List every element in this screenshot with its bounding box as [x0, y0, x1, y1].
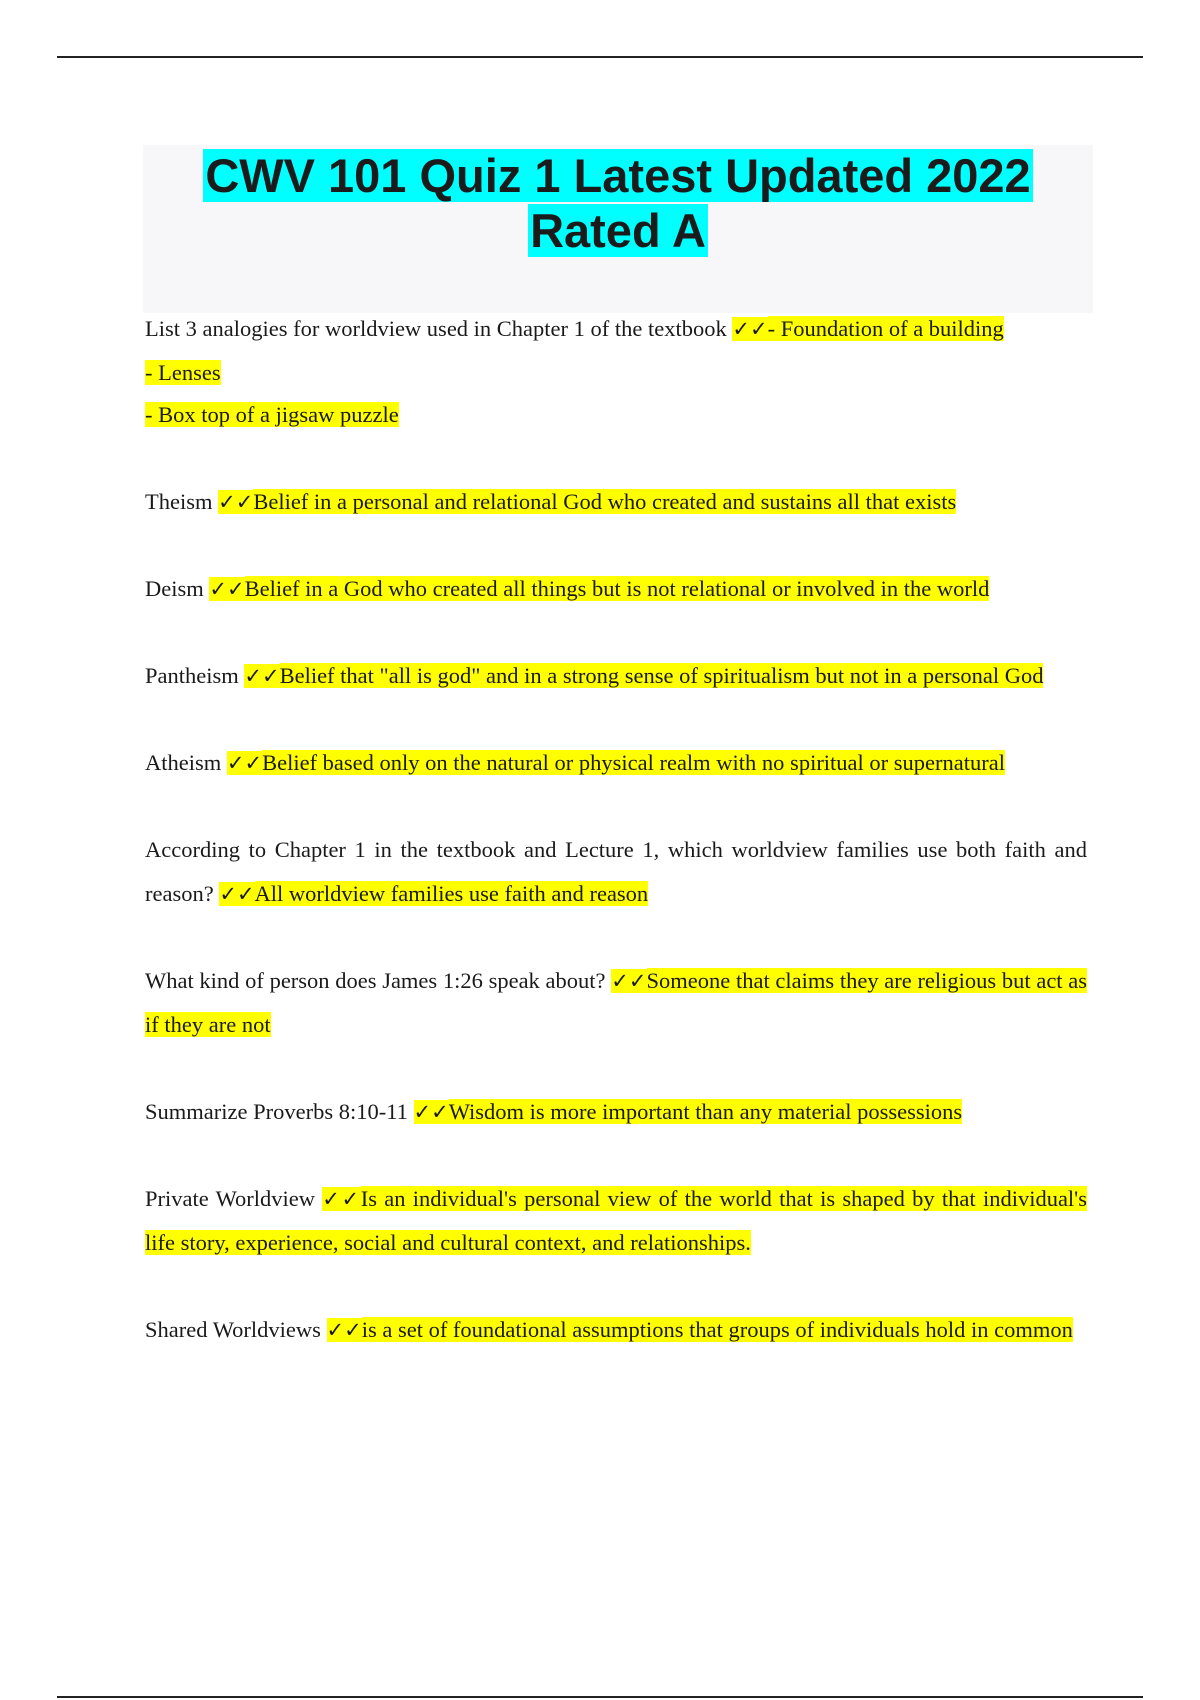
qa-item	[145, 1090, 1087, 1134]
qa-item	[145, 1308, 1087, 1352]
answer-text: All worldview families use faith and reason	[254, 881, 649, 906]
answer-text: is a set of foundational assumptions that groups of individuals hold in common	[361, 1317, 1073, 1342]
qa-item	[145, 959, 1087, 1047]
document-title-line-2: Rated A	[530, 204, 706, 257]
checkmark-icon: ✓✓	[611, 969, 647, 993]
qa-item	[145, 828, 1087, 916]
answer-text: - Box top of a jigsaw puzzle	[145, 402, 399, 427]
qa-item	[145, 1177, 1087, 1265]
answer-text: - Lenses	[145, 360, 221, 385]
qa-list	[145, 307, 1087, 1352]
question-text: Shared Worldviews	[145, 1317, 321, 1342]
checkmark-icon: ✓✓	[413, 1100, 449, 1124]
checkmark-icon: ✓✓	[326, 1318, 362, 1342]
answer-text: Someone that claims they are religious but act as if they are not	[145, 968, 1087, 1037]
qa-item	[145, 567, 1087, 611]
footer-rule	[57, 1696, 1143, 1698]
question-text: List 3 analogies for worldview used in Chapter 1 of the textbook	[145, 316, 727, 341]
question-text: What kind of person does James 1:26 speak about?	[145, 968, 606, 993]
qa-item	[145, 480, 1087, 524]
question-text: According to Chapter 1 in the textbook and Lecture 1, which worldview families use both faith and reason?	[145, 837, 1087, 906]
checkmark-icon: ✓✓	[209, 577, 245, 601]
checkmark-icon: ✓✓	[219, 882, 255, 906]
answer-text: Is an individual's personal view of the world that is shaped by that individual's life story, experience, social and cultural context, and relationships.	[145, 1186, 1087, 1255]
question-text: Summarize Proverbs 8:10-11	[145, 1099, 408, 1124]
checkmark-icon: ✓✓	[322, 1187, 361, 1211]
checkmark-icon: ✓✓	[732, 317, 768, 341]
question-text: Private Worldview	[145, 1186, 316, 1211]
answer-text: Belief in a personal and relational God who created and sustains all that exists	[253, 489, 957, 514]
answer-text: Wisdom is more important than any material possessions	[448, 1099, 963, 1124]
question-text: Deism	[145, 576, 204, 601]
document-title-line-1: CWV 101 Quiz 1 Latest Updated 2022	[205, 149, 1031, 202]
title-block	[143, 145, 1093, 313]
checkmark-icon: ✓✓	[226, 751, 263, 775]
answer-text: Belief based only on the natural or physical realm with no spiritual or supernatural	[262, 750, 1005, 775]
question-text: Atheism	[145, 750, 222, 775]
question-text: Theism	[145, 489, 213, 514]
question-text: Pantheism	[145, 663, 239, 688]
answer-text: Belief that "all is god" and in a strong sense of spiritualism but not in a personal God	[279, 663, 1044, 688]
answer-text: Belief in a God who created all things but is not relational or involved in the world	[244, 576, 990, 601]
checkmark-icon: ✓✓	[218, 490, 254, 514]
qa-item	[145, 654, 1087, 698]
qa-item	[145, 741, 1087, 785]
qa-item	[145, 307, 1087, 437]
answer-text: - Foundation of a building	[767, 316, 1004, 341]
header-rule	[57, 56, 1143, 58]
checkmark-icon: ✓✓	[244, 664, 280, 688]
